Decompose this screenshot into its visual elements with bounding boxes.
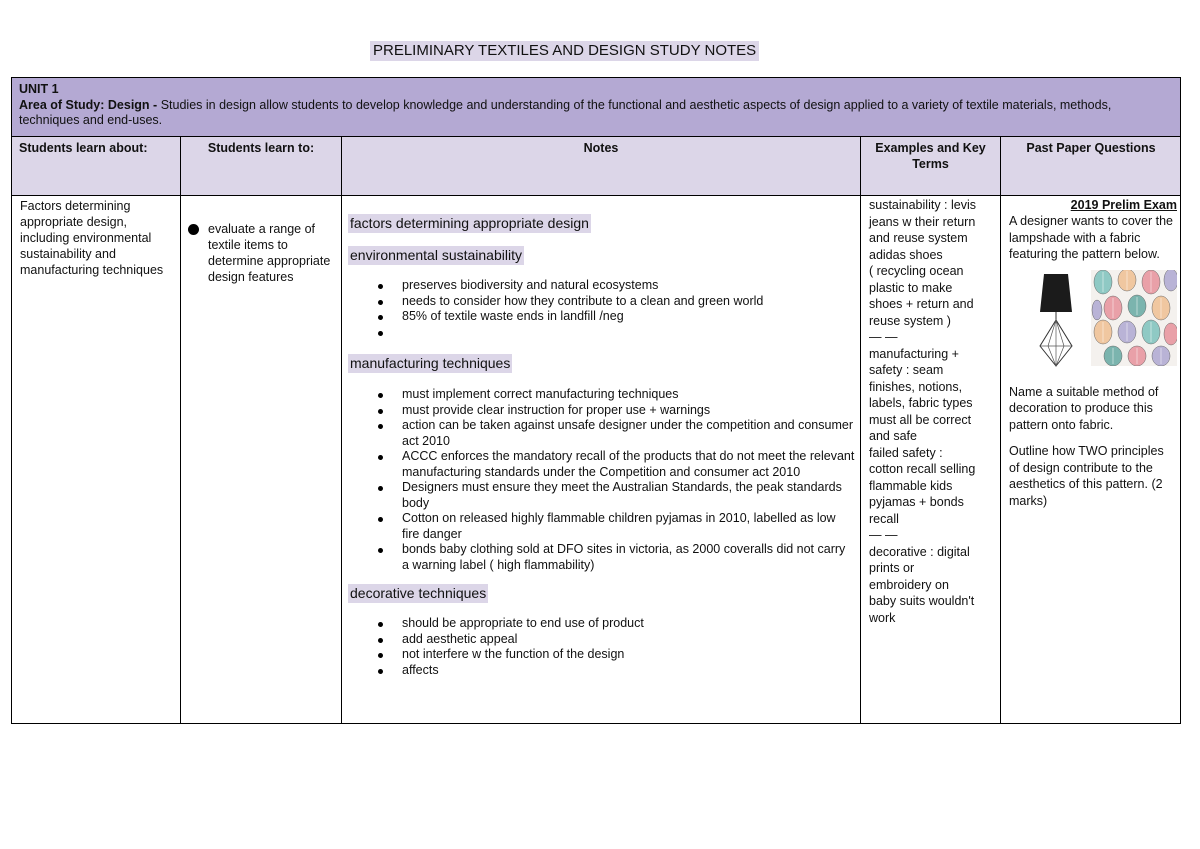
example-line: embroidery on <box>869 577 949 592</box>
section-heading: environmental sustainability <box>350 247 522 263</box>
learn-to-item <box>188 221 338 285</box>
example-line: pyjamas + bonds <box>869 495 964 509</box>
unit-banner <box>12 78 1180 137</box>
note-bullet: action can be taken against unsafe designer under the competition and consumer act 2010 <box>350 418 855 449</box>
example-line: decorative : digital <box>869 544 970 559</box>
document-title: PRELIMINARY TEXTILES AND DESIGN STUDY NOTES <box>370 41 759 61</box>
column-divider <box>1000 137 1001 723</box>
learn-to-cell <box>188 221 338 285</box>
section-heading: manufacturing techniques <box>350 355 511 371</box>
example-line: work <box>869 610 896 625</box>
example-line: baby suits wouldn't <box>869 594 975 608</box>
note-bullet: must implement correct manufacturing techniques <box>350 387 855 403</box>
example-line: flammable kids <box>869 478 953 493</box>
example-line: — — <box>869 528 898 542</box>
question-two: Outline how TWO principles of design contribute to the aesthetics of this pattern. (2 marks) <box>1009 444 1164 508</box>
header-examples: Examples and Key Terms <box>875 141 986 171</box>
notes-section-decorative <box>350 584 855 678</box>
example-line: adidas shoes <box>869 247 943 262</box>
header-past-paper: Past Paper Questions <box>1026 141 1156 155</box>
note-bullet: affects <box>350 663 855 679</box>
note-bullet: preserves biodiversity and natural ecosystems <box>350 278 855 294</box>
column-divider <box>860 137 861 723</box>
note-bullet: Cotton on released highly flammable children pyjamas in 2010, labelled as low fire danger <box>350 511 855 542</box>
example-line: manufacturing + <box>869 346 959 361</box>
column-divider <box>180 137 181 723</box>
question-intro: A designer wants to cover the lampshade with a fabric featuring the pattern below. <box>1009 214 1173 261</box>
header-notes: Notes <box>583 141 619 155</box>
exam-title: 2019 Prelim Exam <box>1070 198 1177 212</box>
example-line: reuse system ) <box>869 313 951 328</box>
example-line: cotton recall selling <box>869 462 976 476</box>
example-line: and safe <box>869 429 917 443</box>
notes-section-manufacturing <box>350 354 855 573</box>
example-line: recall <box>869 511 899 526</box>
bullet-icon <box>188 224 199 235</box>
notes-main-heading: factors determining appropriate design <box>350 215 589 231</box>
example-line: — — <box>869 330 898 344</box>
study-notes-table <box>11 77 1181 724</box>
note-bullet: should be appropriate to end use of product <box>350 616 855 632</box>
leaf-pattern-swatch <box>1091 270 1177 366</box>
unit-label: UNIT 1 <box>19 82 59 96</box>
note-bullet <box>350 325 855 341</box>
example-line: safety : seam <box>869 363 944 377</box>
learn-about-cell: Factors determining appropriate design, including environmental sustainability and manufacturing techniques <box>20 199 164 277</box>
header-learn-to: Students learn to: <box>207 141 315 155</box>
example-line: and reuse system <box>869 231 968 245</box>
example-line: finishes, notions, <box>869 379 963 394</box>
past-paper-cell <box>1009 197 1177 509</box>
example-line: sustainability : levis <box>869 198 976 212</box>
example-line: prints or <box>869 561 915 575</box>
note-bullet: ACCC enforces the mandatory recall of the products that do not meet the relevant manufacturing standards under the Competition and consumer act 2010 <box>350 449 855 480</box>
example-line: plastic to make <box>869 280 953 295</box>
example-line: failed safety : <box>869 445 943 460</box>
learn-to-text: evaluate a range of textile items to determine appropriate design features <box>208 222 331 284</box>
example-line: ( recycling ocean <box>869 264 964 278</box>
note-bullet: not interfere w the function of the design <box>350 647 855 663</box>
note-bullet: 85% of textile waste ends in landfill /neg <box>350 309 855 325</box>
example-line: labels, fabric types <box>869 396 973 410</box>
note-bullet: Designers must ensure they meet the Australian Standards, the peak standards body <box>350 480 855 511</box>
example-line: must all be correct <box>869 412 972 427</box>
examples-cell <box>869 197 999 626</box>
lampshade-icon <box>1026 272 1086 372</box>
example-line: shoes + return and <box>869 297 974 311</box>
note-bullet: must provide clear instruction for proper use + warnings <box>350 403 855 419</box>
example-line: jeans w their return <box>869 214 976 229</box>
notes-section-environmental <box>350 246 855 340</box>
area-of-study-text: Studies in design allow students to develop knowledge and understanding of the functional and aesthetic aspects of design applied to a variety of textile materials, methods, techniques and end-uses. <box>19 97 1112 127</box>
notes-cell <box>350 214 855 678</box>
note-bullet: bonds baby clothing sold at DFO sites in victoria, as 2000 coveralls did not carry a warning label ( high flammability) <box>350 542 855 573</box>
question-one: Name a suitable method of decoration to produce this pattern onto fabric. <box>1009 384 1159 432</box>
note-bullet: add aesthetic appeal <box>350 632 855 648</box>
note-bullet: needs to consider how they contribute to a clean and green world <box>350 294 855 310</box>
header-learn-about: Students learn about: <box>19 141 148 155</box>
lamp-and-pattern-figure <box>1009 268 1177 378</box>
area-of-study-label: Area of Study: Design - <box>19 97 158 112</box>
section-heading: decorative techniques <box>350 585 487 601</box>
column-divider <box>341 137 342 723</box>
